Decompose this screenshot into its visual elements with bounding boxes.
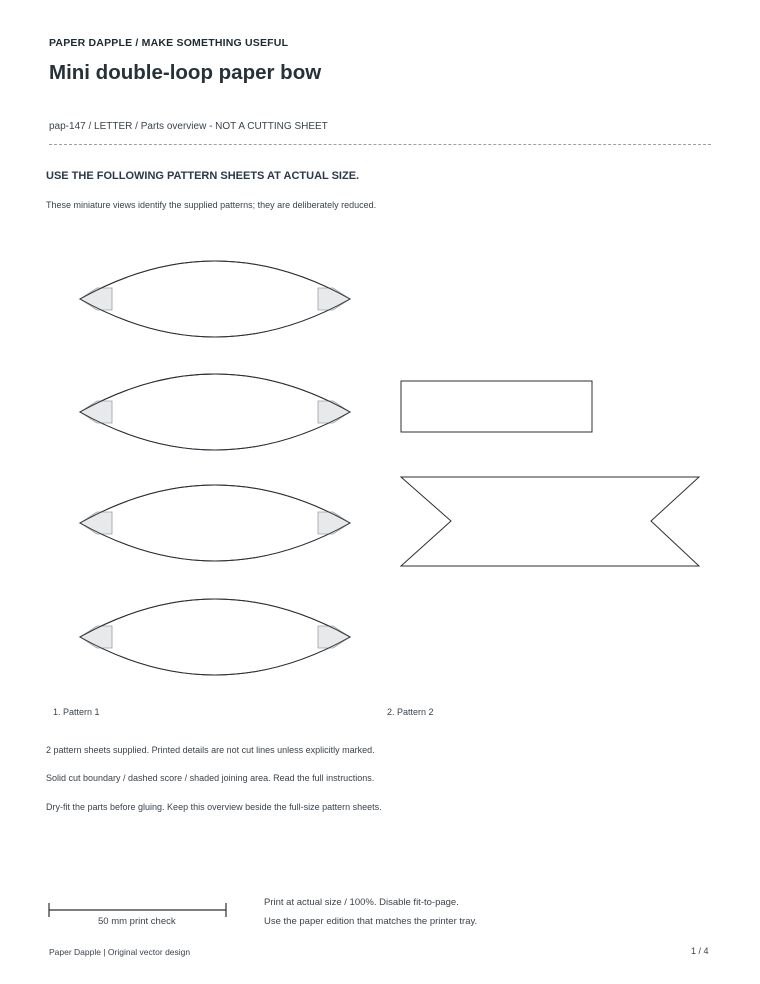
tail-piece xyxy=(401,477,699,566)
center-band-piece xyxy=(401,381,592,432)
pattern-1-loops xyxy=(80,261,350,675)
pattern-1-caption: 1. Pattern 1 xyxy=(53,707,100,717)
pattern-2-pieces xyxy=(401,381,699,566)
note-legend: Solid cut boundary / dashed score / shaded joining area. Read the full instructions. xyxy=(46,773,375,783)
loop-piece xyxy=(80,374,350,450)
pattern-2-caption: 2. Pattern 2 xyxy=(387,707,434,717)
page-number: 1 / 4 xyxy=(691,946,709,956)
instruction-heading: USE THE FOLLOWING PATTERN SHEETS AT ACTUAL SIZE. xyxy=(46,170,360,182)
loop-piece xyxy=(80,485,350,561)
print-instruction: Print at actual size / 100%. Disable fit-to-page. xyxy=(264,897,459,908)
note-dry-fit: Dry-fit the parts before gluing. Keep this overview beside the full-size pattern sheets. xyxy=(46,802,382,812)
instruction-subtitle: These miniature views identify the supplied patterns; they are deliberately reduced. xyxy=(46,200,377,210)
loop-piece xyxy=(80,261,350,337)
document-meta: pap-147 / LETTER / Parts overview - NOT A CUTTING SHEET xyxy=(49,121,328,132)
paper-instruction: Use the paper edition that matches the printer tray. xyxy=(264,916,478,927)
page-title: Mini double-loop paper bow xyxy=(49,61,322,84)
brand-line: PAPER DAPPLE / MAKE SOMETHING USEFUL xyxy=(49,37,289,49)
loop-piece xyxy=(80,599,350,675)
footer-credit: Paper Dapple | Original vector design xyxy=(49,947,191,957)
scale-bar-label: 50 mm print check xyxy=(98,916,176,927)
note-sheets: 2 pattern sheets supplied. Printed details are not cut lines unless explicitly marked. xyxy=(46,745,375,755)
